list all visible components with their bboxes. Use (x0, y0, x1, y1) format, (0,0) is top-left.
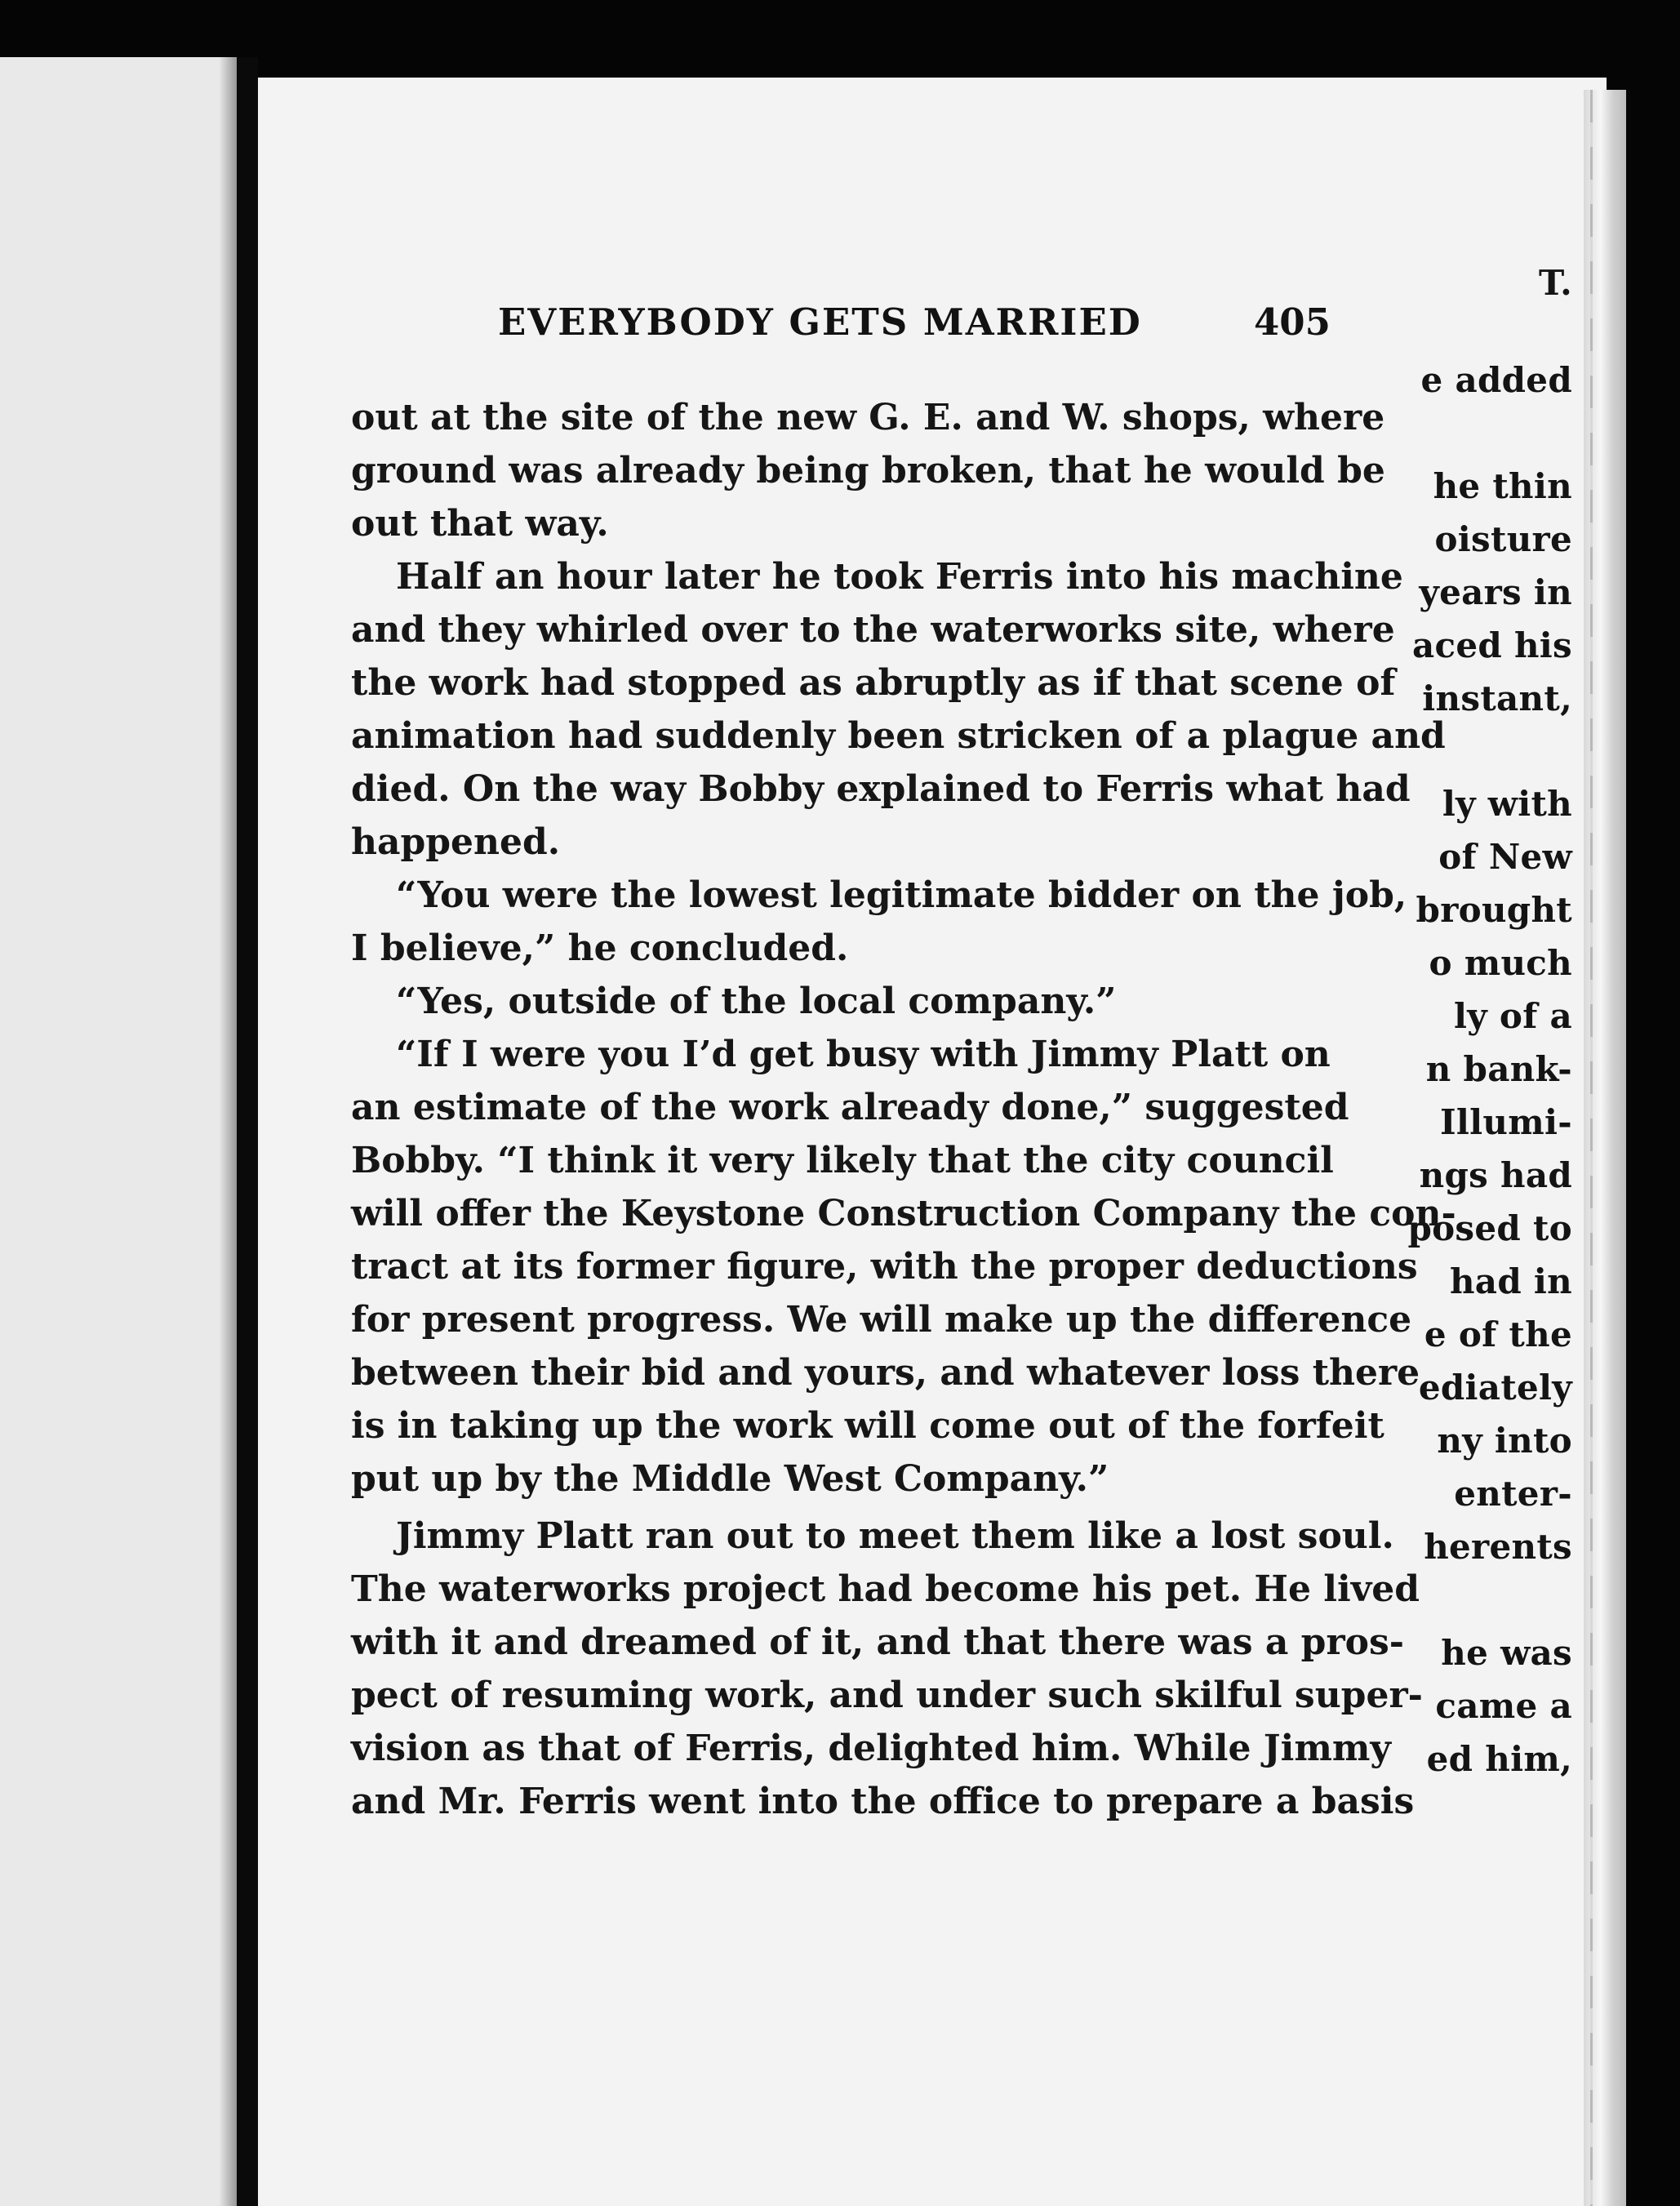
text-line: between their bid and yours, and whatever loss there (351, 1352, 1420, 1394)
book-gutter (237, 57, 258, 2206)
text-line: Half an hour later he took Ferris into his machine (396, 556, 1403, 598)
text-line: the work had stopped as abruptly as if that scene of (351, 662, 1396, 704)
text-line: vision as that of Ferris, delighted him. While Jimmy (351, 1728, 1392, 1769)
text-line: “If I were you I’d get busy with Jimmy Platt on (396, 1034, 1331, 1075)
text-line: “Yes, outside of the local company.” (396, 981, 1117, 1022)
text-line: with it and dreamed of it, and that there was a pros- (351, 1621, 1405, 1663)
text-line: died. On the way Bobby explained to Ferris what had (351, 768, 1411, 810)
text-line: Jimmy Platt ran out to meet them like a lost soul. (396, 1515, 1394, 1557)
text-line: tract at its former figure, with the proper deductions (351, 1246, 1418, 1288)
text-line: out that way. (351, 503, 609, 545)
text-line: The waterworks project had become his pet. He lived (351, 1568, 1420, 1610)
text-line: is in taking up the work will come out of the forfeit (351, 1405, 1384, 1447)
text-line: ground was already being broken, that he would be (351, 450, 1385, 491)
text-line: an estimate of the work already done,” suggested (351, 1087, 1349, 1128)
text-line: pect of resuming work, and under such skilful super- (351, 1675, 1423, 1716)
text-line: happened. (351, 821, 561, 863)
running-head: EVERYBODY GETS MARRIED (498, 300, 1142, 344)
text-line: I believe,” he concluded. (351, 927, 849, 969)
left-page-shadow (219, 57, 237, 2206)
text-line: will offer the Keystone Construction Company the con- (351, 1193, 1456, 1234)
page-edge-stack (1584, 90, 1626, 2206)
text-line: animation had suddenly been stricken of a plague and (351, 715, 1446, 757)
text-line: and they whirled over to the waterworks site, where (351, 609, 1395, 651)
text-line: out at the site of the new G. E. and W. shops, where (351, 397, 1385, 438)
left-page (0, 57, 237, 2206)
text-line: Bobby. “I think it very likely that the city council (351, 1140, 1334, 1181)
text-line: and Mr. Ferris went into the office to prepare a basis (351, 1781, 1415, 1822)
page-number: 405 (1254, 300, 1331, 344)
text-line: put up by the Middle West Company.” (351, 1458, 1109, 1500)
text-line: for present progress. We will make up the difference (351, 1299, 1412, 1341)
text-line: “You were the lowest legitimate bidder on the job, (396, 874, 1407, 916)
